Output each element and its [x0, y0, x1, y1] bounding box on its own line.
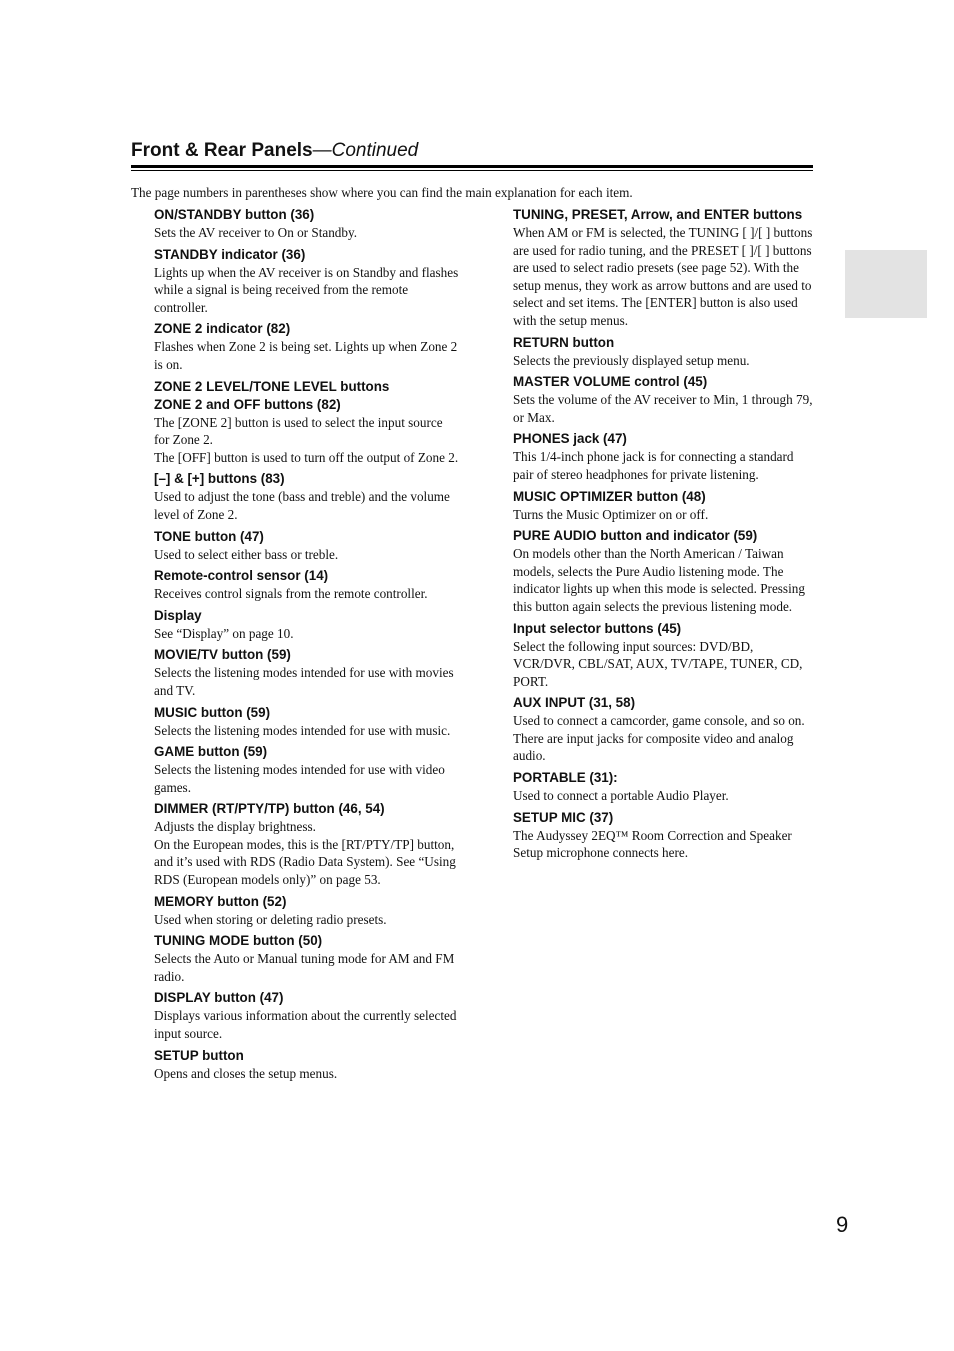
item-title: PHONES jack (47) [513, 431, 627, 447]
item-title: PURE AUDIO button and indicator (59) [513, 528, 758, 544]
item-title: MASTER VOLUME control (45) [513, 374, 708, 390]
item-title: DISPLAY button (47) [154, 990, 284, 1006]
item-desc: Selects the previously displayed setup menu. [513, 352, 750, 368]
item-dimmer [154, 800, 459, 888]
item-title: GAME button (59) [154, 744, 268, 760]
item-desc: Used to connect a portable Audio Player. [513, 788, 729, 804]
item-desc: This 1/4-inch phone jack is for connecting a standard pair of stereo headphones for private listening. [513, 449, 794, 482]
item-zone2-indicator [154, 320, 459, 373]
item-display [154, 607, 459, 643]
item-desc: Lights up when the AV receiver is on Standby and flashes while a signal is being received from the remote controller. [154, 264, 459, 315]
item-standby-indicator [154, 246, 459, 317]
item-title: AUX INPUT (31, 58) [513, 695, 636, 711]
page-number: 9 [836, 1212, 849, 1237]
item-desc: Selects the Auto or Manual tuning mode for AM and FM radio. [154, 951, 455, 984]
item-title: MEMORY button (52) [154, 893, 287, 909]
item-title: ON/STANDBY button (36) [154, 207, 315, 222]
item-desc: When AM or FM is selected, the TUNING [ ]/[ ] buttons are used for radio tuning, and the PRESET [ ]/[ ] buttons are used to select radio presets (see page 52). With the setup menus, they work as arrow buttons and are used to select and set items. The [ENTER] button is also used with the setup menus. [513, 225, 813, 328]
item-pure-audio [513, 527, 813, 615]
item-desc: See “Display” on page 10. [154, 625, 294, 641]
item-input-selector [513, 620, 813, 691]
item-title: Remote-control sensor (14) [154, 568, 329, 584]
item-desc: Selects the listening modes intended for use with video games. [154, 762, 445, 795]
item-minus-plus-buttons [154, 470, 459, 523]
side-tab-marker [845, 250, 927, 318]
item-master-volume [513, 373, 813, 426]
item-desc: Used to connect a camcorder, game console, and so on. There are input jacks for composite video and analog audio. [513, 713, 805, 764]
item-movie-tv [154, 646, 459, 699]
item-desc: The Audyssey 2EQ™ Room Correction and Speaker Setup microphone connects here. [513, 827, 792, 861]
item-desc: Select the following input sources: DVD/BD, VCR/DVR, CBL/SAT, AUX, TV/TAPE, TUNER, CD, PORT. [513, 638, 803, 689]
item-desc: Displays various information about the currently selected input source. [154, 1008, 457, 1042]
item-on-standby [154, 206, 459, 242]
left-column [154, 206, 459, 1086]
item-desc: Receives control signals from the remote controller. [154, 586, 428, 602]
item-desc: Flashes when Zone 2 is being set. Lights up when Zone 2 is on. [154, 339, 458, 372]
item-tuning-preset-arrow-enter [513, 206, 813, 330]
item-title: MUSIC OPTIMIZER button (48) [513, 488, 706, 504]
header-rule-thin [131, 170, 813, 171]
item-title: RETURN button [513, 334, 615, 350]
item-memory [154, 893, 459, 929]
item-music-optimizer [513, 488, 813, 524]
item-title: ZONE 2 indicator (82) [154, 321, 291, 337]
item-desc: Used to adjust the tone (bass and treble) and the volume level of Zone 2. [154, 489, 450, 522]
item-display-button [154, 989, 459, 1042]
right-column [513, 206, 813, 866]
header-rule-thick [131, 165, 813, 168]
item-portable [513, 769, 813, 805]
item-desc: Used to select either bass or treble. [154, 546, 339, 562]
item-desc: Turns the Music Optimizer on or off. [513, 506, 709, 522]
page-header [131, 139, 813, 163]
item-zone2-buttons [154, 378, 459, 467]
item-title: PORTABLE (31): [513, 770, 618, 786]
item-return [513, 334, 813, 370]
item-title: TONE button (47) [154, 528, 264, 544]
item-desc: Adjusts the display brightness. On the European modes, this is the [RT/PTY/TP] button, and it’s used with RDS (Radio Data System). See “Using RDS (European models only)” on page 53. [154, 819, 456, 888]
item-desc: On models other than the North American / Taiwan models, selects the Pure Audio listening mode. The indicator lights up when this mode is selected. Pressing this button again selects the previous listening mode. [513, 546, 805, 614]
section-title-main: Front & Rear Panels [131, 140, 313, 161]
item-title: DIMMER (RT/PTY/TP) button (46, 54) [154, 801, 385, 817]
item-setup-button [154, 1047, 459, 1083]
item-desc: Selects the listening modes intended for use with movies and TV. [154, 665, 454, 698]
item-game [154, 743, 459, 796]
intro-text: The page numbers in parentheses show where you can find the main explanation for each item. [131, 185, 633, 200]
item-desc: Sets the AV receiver to On or Standby. [154, 225, 358, 240]
item-title: STANDBY indicator (36) [154, 246, 306, 262]
item-desc: Selects the listening modes intended for use with music. [154, 722, 451, 738]
item-aux-input [513, 694, 813, 765]
item-desc: Sets the volume of the AV receiver to Min, 1 through 79, or Max. [513, 392, 813, 425]
item-tone-button [154, 528, 459, 564]
item-title: MUSIC button (59) [154, 704, 271, 720]
item-title: Input selector buttons (45) [513, 620, 682, 636]
item-title: TUNING, PRESET, Arrow, and ENTER buttons [513, 207, 803, 222]
item-title: [–] & [+] buttons (83) [154, 471, 285, 487]
item-title: TUNING MODE button (50) [154, 933, 323, 949]
item-title: SETUP button [154, 1047, 244, 1063]
item-title: SETUP MIC (37) [513, 809, 614, 825]
item-phones [513, 430, 813, 483]
item-desc: Opens and closes the setup menus. [154, 1065, 338, 1081]
item-music [154, 704, 459, 740]
item-title: ZONE 2 LEVEL/TONE LEVEL buttons ZONE 2 and OFF buttons (82) [154, 378, 390, 412]
item-title: Display [154, 607, 202, 623]
section-title [131, 139, 813, 163]
item-desc: The [ZONE 2] button is used to select the input source for Zone 2. The [OFF] button is used to turn off the output of Zone 2. [154, 414, 459, 465]
item-remote-sensor [154, 567, 459, 603]
section-title-continued: —Continued [312, 140, 419, 161]
item-tuning-mode [154, 932, 459, 985]
item-desc: Used when storing or deleting radio presets. [154, 911, 387, 927]
item-title: MOVIE/TV button (59) [154, 647, 291, 663]
item-setup-mic [513, 809, 813, 862]
